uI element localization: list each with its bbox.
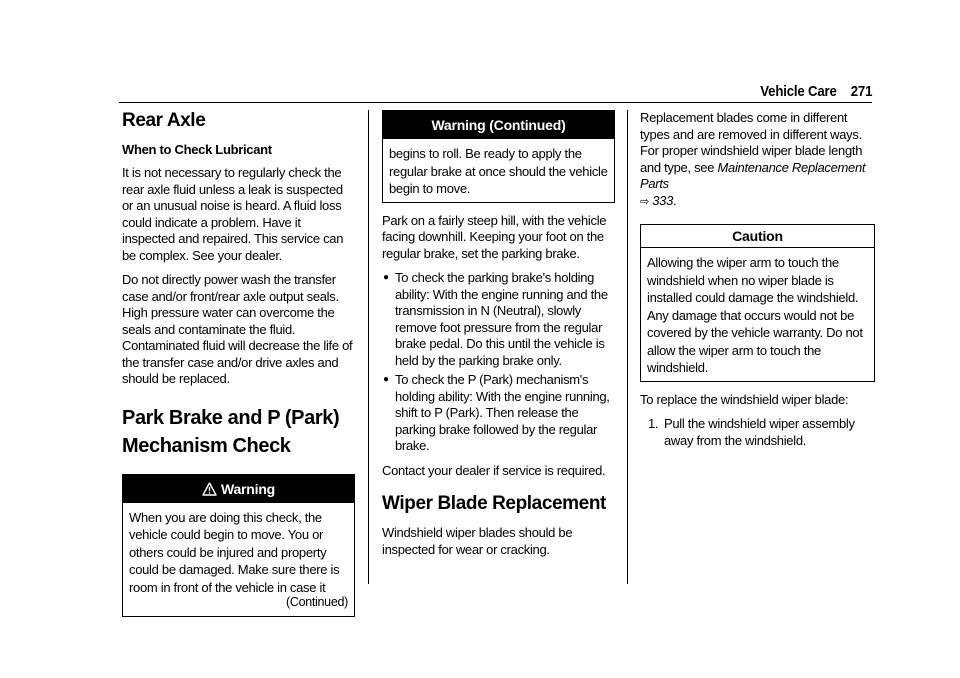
column-3	[640, 110, 875, 449]
warning-continued-box	[382, 110, 615, 203]
power-wash-paragraph: Do not directly power wash the transfer case and/or front/rear axle output seals. High pressure water can overcome the seals and contaminate the fluid. Contaminated fluid will decrease the life of the transfer case and/or drive axles and should be replaced.	[122, 272, 353, 386]
column-2	[382, 110, 615, 566]
section-title: Vehicle Care	[760, 83, 837, 100]
warning-continued-body: begins to roll. Be ready to apply the regular brake at once should the vehicle begin to move.	[389, 146, 608, 196]
page-number: 271	[850, 83, 872, 100]
warning-box-body	[123, 503, 354, 616]
list-item	[382, 270, 615, 369]
park-brake-heading-line1: Park Brake and P (Park)	[122, 406, 340, 429]
wiper-inspect-paragraph: Windshield wiper blades should be inspected for wear or cracking.	[382, 525, 573, 557]
column-divider	[627, 110, 628, 584]
replace-blade-intro: To replace the windshield wiper blade:	[640, 391, 849, 407]
park-brake-heading	[122, 404, 355, 460]
replacement-blades-paragraph: Replacement blades come in different types and are removed in different ways. For proper windshield wiper blade length and type, see Maintenance Replacement Parts ⇨ 333.	[640, 110, 866, 208]
park-hill-paragraph: Park on a fairly steep hill, with the vehicle facing downhill. Keeping your foot on the regular brake, set the parking brake.	[382, 212, 607, 261]
rear-axle-heading: Rear Axle	[122, 110, 206, 131]
header-divider	[119, 102, 872, 103]
caution-box-header: Caution	[641, 225, 874, 248]
warning-box	[122, 474, 355, 617]
warning-triangle-icon	[202, 477, 217, 505]
wiper-blade-heading: Wiper Blade Replacement	[382, 493, 606, 514]
caution-box-body: Allowing the wiper arm to touch the windshield when no wiper blade is installed could damage the windshield. Any damage that occurs would not be covered by the vehicle warranty. Do not allow the wiper arm to touch the windshield.	[647, 255, 863, 375]
step-number: 1.	[648, 416, 659, 431]
check-list	[382, 270, 615, 455]
list-item-text: To check the P (Park) mechanism's holding ability: With the engine running, shift to P (Park). Then release the parking brake followed by the regular brake.	[395, 372, 610, 453]
caution-box	[640, 224, 875, 382]
running-head	[760, 83, 872, 100]
list-item-text: To check the parking brake's holding ability: With the engine running and the transmission in N (Neutral), slowly remove foot pressure from the regular brake pedal. Do this until the vehicle is held by the parking brake only.	[395, 270, 608, 368]
column-1	[122, 110, 355, 627]
replace-steps	[640, 416, 875, 449]
contact-dealer-paragraph: Contact your dealer if service is required.	[382, 462, 606, 478]
rear-axle-paragraph: It is not necessary to regularly check the rear axle fluid unless a leak is suspected or an unusual noise is heard. A fluid loss could indicate a problem. Have it inspected and repaired. This service can be complex. See your dealer.	[122, 165, 344, 263]
maintenance-parts-page[interactable]: 333	[652, 192, 674, 208]
bullet-icon: ●	[383, 374, 389, 385]
page-ref-arrow-icon: ⇨	[640, 195, 649, 208]
column-divider	[368, 110, 369, 584]
replacement-blades-text: Replacement blades come in different types and are removed in different ways. For proper windshield wiper blade length and type, see	[640, 110, 863, 175]
warning-box-header	[123, 475, 354, 503]
maintenance-parts-link[interactable]: Maintenance Replacement Parts	[640, 159, 866, 191]
bullet-icon: ●	[383, 272, 389, 283]
step-item	[640, 416, 875, 449]
lubricant-subheading: When to Check Lubricant	[122, 142, 272, 157]
park-brake-heading-line2: Mechanism Check	[122, 434, 291, 457]
list-item	[382, 372, 615, 455]
warning-text: When you are doing this check, the vehicle could begin to move. You or others could be injured and property could be damaged. Make sure there is room in front of the vehicle in case it	[129, 509, 340, 595]
warning-label: Warning	[220, 480, 276, 497]
continued-label: (Continued)	[285, 595, 348, 609]
warning-continued-header: Warning (Continued)	[383, 111, 614, 139]
step-text: Pull the windshield wiper assembly away from the windshield.	[664, 416, 855, 448]
